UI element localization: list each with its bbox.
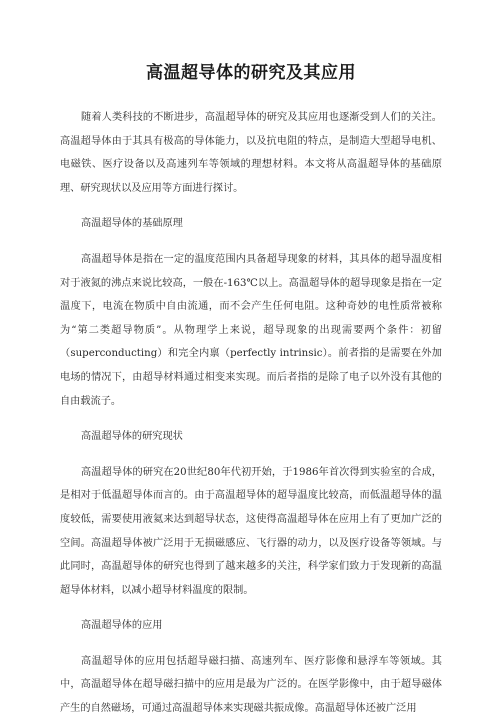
section-heading-principles: 高温超导体的基础原理 [81,218,183,230]
document-title: 高温超导体的研究及其应用 [146,63,356,83]
section-heading-research-status: 高温超导体的研究现状 [81,431,183,443]
section-body-research-status: 高温超导体的研究在20世纪80年代初开始，于1986年首次得到实验室的合成，是相对于低温超导体而言的。由于高温超导体的超导温度比较高，而低温超导体的温度较低，需要使用液氦来达到超导状态，这使得高温超导体在应用上有了更加广泛的空间。高温超导体被广泛用于无损磁感应、飞行器的动力，以及医疗设备等领域。与此同时，高温超导体的研究也得到了越来越多的关注，科学家们致力于发现新的高温超导体材料，以减小超导材料温度的限制。 [60,466,442,596]
intro-paragraph: 随着人类科技的不断进步，高温超导体的研究及其应用也逐渐受到人们的关注。高温超导体由于其具有极高的导体能力，以及抗电阻的特点，是制造大型超导电机、电磁铁、医疗设备以及高速列车等领域的理想材料。本文将从高温超导体的基础原理、研究现状以及应用等方面进行探讨。 [60,112,442,194]
section-body-principles: 高温超导体是指在一定的温度范围内具备超导现象的材料，其具体的超导温度相对于液氮的沸点来说比较高，一般在-163℃以上。高温超导体的超导现象是指在一定温度下，电流在物质中自由流通，而不会产生任何电阻。这种奇妙的电性质常被称为“第二类超导物质”。从物理学上来说，超导现象的出现需要两个条件：初留（superconducting）和完全内禀（perfectly intrinsic）。前者指的是需要在外加电场的情况下，由超导材料通过相变来实现。而后者指的是除了电子以外没有其他的自由载流子。 [60,253,442,407]
section-body-applications: 高温超导体的应用包括超导磁扫描、高速列车、医疗影像和悬浮车等领域。其中，高温超导体在超导磁扫描中的应用是最为广泛的。在医学影像中，由于超导磁体产生的自然磁场，可通过高温超导体来实现磁共振成像。高温超导体还被广泛用 [60,655,442,715]
section-heading-applications: 高温超导体的应用 [81,620,163,632]
